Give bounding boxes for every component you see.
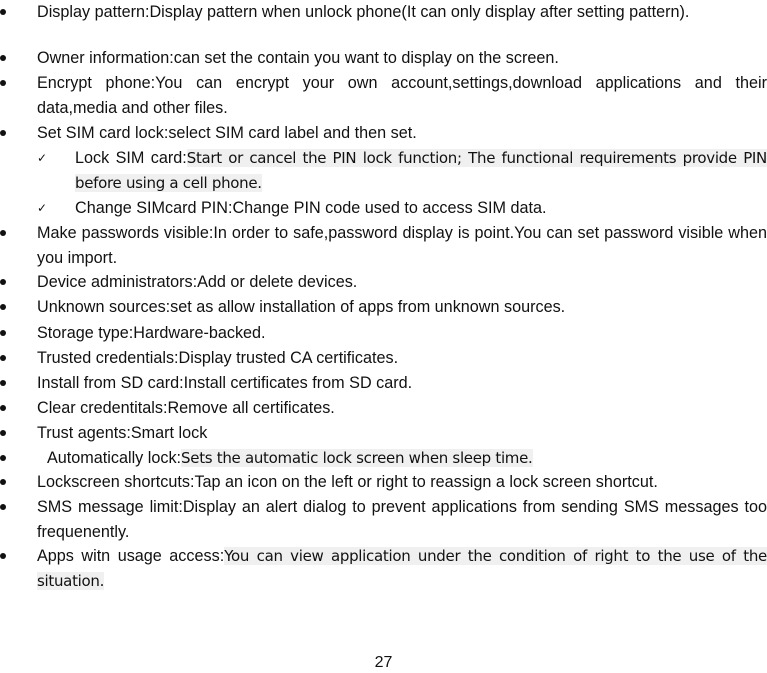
list-item-text: Lockscreen shortcuts:Tap an icon on the left or right to reassign a lock screen shortcut. bbox=[37, 473, 658, 491]
list-item-text: Trusted credentials:Display trusted CA certificates. bbox=[37, 349, 399, 367]
list-item bbox=[37, 396, 767, 421]
list-item bbox=[37, 221, 767, 271]
list-item-prefix: Automatically lock: bbox=[47, 449, 182, 467]
list-item-text: SMS message limit:Display an alert dialog to prevent applications from sending SMS messages too frequenently. bbox=[37, 498, 767, 541]
list-item bbox=[37, 421, 767, 446]
list-item-prefix: Apps witn usage access: bbox=[37, 547, 225, 565]
highlighted-text: Sets the automatic lock screen when sleep time. bbox=[181, 449, 533, 467]
highlighted-text: Start or cancel the PIN lock function; The functional requirements provide PIN before using a cell phone. bbox=[75, 149, 767, 192]
list-item bbox=[37, 544, 767, 594]
list-item bbox=[37, 71, 767, 121]
highlighted-text: You can view application under the condition of right to the use of the situation. bbox=[37, 547, 767, 590]
list-item-text: Unknown sources:set as allow installation of apps from unknown sources. bbox=[37, 298, 566, 316]
list-item bbox=[37, 295, 767, 320]
list-item-text: Make passwords visible:In order to safe,password display is point.You can set password visible when you import. bbox=[37, 224, 767, 267]
list-item-text: Clear credentitals:Remove all certificates. bbox=[37, 399, 335, 417]
sub-list-item bbox=[75, 196, 767, 221]
sub-list-item-text: Change SIMcard PIN:Change PIN code used to access SIM data. bbox=[75, 199, 547, 217]
list-item bbox=[37, 346, 767, 371]
bullet-icon bbox=[0, 495, 37, 520]
check-mark-icon: ✓ bbox=[37, 151, 48, 165]
list-item-text: Display pattern:Display pattern when unlock phone(It can only display after setting pattern). bbox=[37, 3, 690, 21]
list-item bbox=[37, 495, 767, 545]
bullet-icon bbox=[0, 544, 37, 569]
list-item-text: Device administrators:Add or delete devices. bbox=[37, 273, 358, 291]
check-mark-icon: ✓ bbox=[37, 201, 48, 215]
bullet-icon bbox=[0, 295, 37, 320]
bullet-icon bbox=[0, 446, 37, 471]
list-item-text: Encrypt phone:You can encrypt your own account,settings,download applications and their data,media and other files. bbox=[37, 74, 767, 117]
bullet-icon bbox=[0, 346, 37, 371]
bullet-icon bbox=[0, 321, 37, 346]
bullet-icon bbox=[0, 121, 37, 146]
list-item bbox=[37, 371, 767, 396]
sub-list-item-prefix: Lock SIM card: bbox=[75, 149, 187, 167]
bullet-icon bbox=[0, 221, 37, 246]
list-item-text: Owner information:can set the contain you want to display on the screen. bbox=[37, 49, 559, 67]
bullet-icon bbox=[0, 396, 37, 421]
bullet-icon bbox=[0, 371, 37, 396]
bullet-icon bbox=[0, 46, 37, 71]
list-item bbox=[37, 0, 767, 25]
bullet-icon bbox=[0, 0, 37, 25]
sub-list-item bbox=[75, 146, 767, 196]
list-item-text: Trust agents:Smart lock bbox=[37, 424, 208, 442]
bullet-icon bbox=[0, 270, 37, 295]
list-item bbox=[37, 46, 767, 71]
list-item bbox=[37, 470, 767, 495]
list-item bbox=[37, 121, 767, 146]
list-item-text: Set SIM card lock:select SIM card label and then set. bbox=[37, 124, 417, 142]
bullet-icon bbox=[0, 421, 37, 446]
list-item-text: Storage type:Hardware-backed. bbox=[37, 324, 266, 342]
list-item bbox=[37, 270, 767, 295]
page-number: 27 bbox=[374, 654, 393, 671]
bullet-icon bbox=[0, 71, 37, 96]
list-item bbox=[37, 321, 767, 346]
list-item-text: Install from SD card:Install certificates from SD card. bbox=[37, 374, 413, 392]
bullet-icon bbox=[0, 470, 37, 495]
list-item bbox=[47, 446, 767, 471]
